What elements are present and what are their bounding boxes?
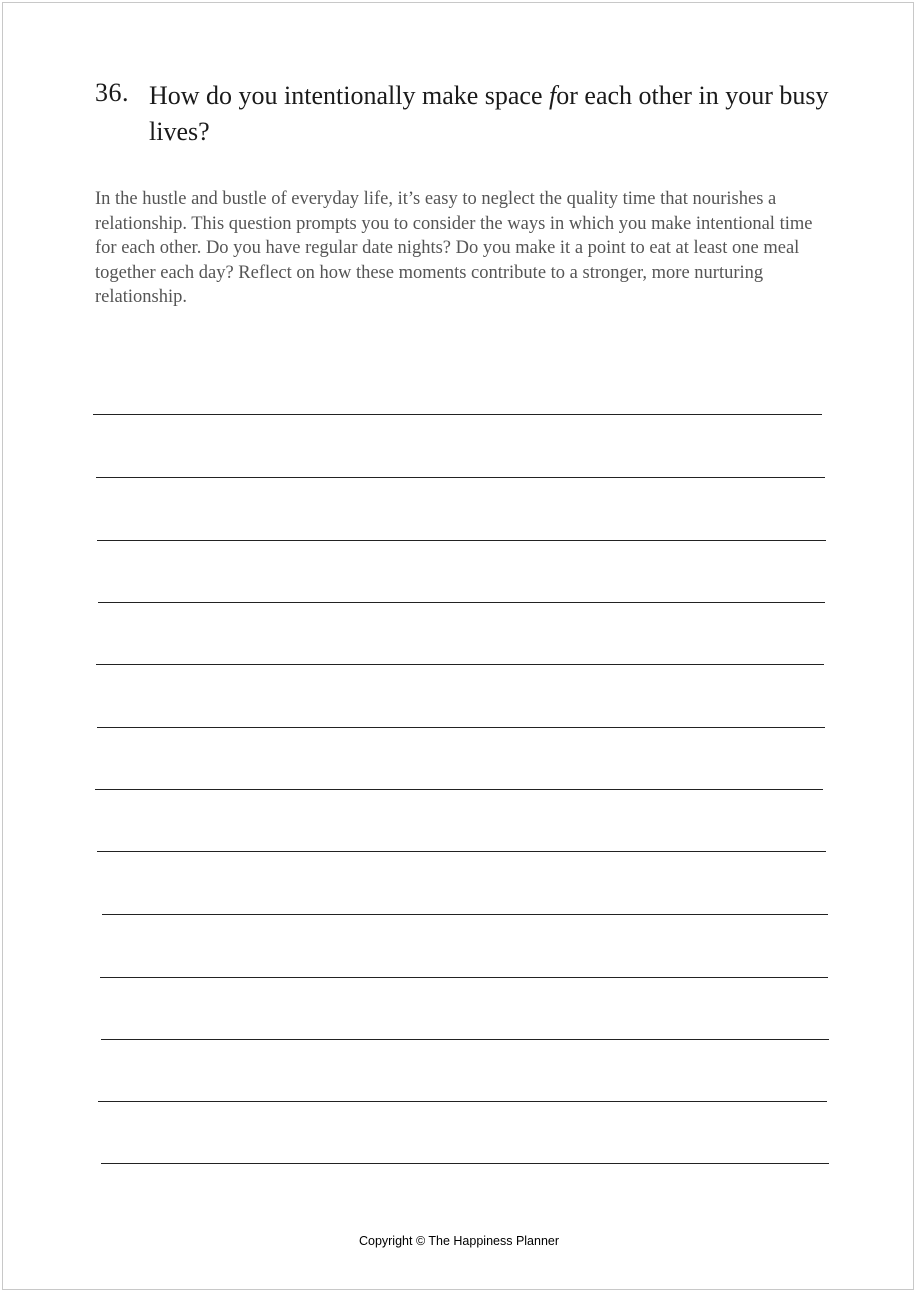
copyright-footer: Copyright © The Happiness Planner <box>358 1234 560 1248</box>
writing-line[interactable] <box>101 1163 829 1164</box>
writing-line[interactable] <box>96 477 825 478</box>
writing-line[interactable] <box>100 977 828 978</box>
writing-line[interactable] <box>102 914 828 915</box>
question-title-part-2: or each other in your busy lives? <box>149 81 829 146</box>
writing-line[interactable] <box>101 1039 829 1040</box>
question-title-part-1: How do you intentionally make space <box>149 81 550 110</box>
writing-line[interactable] <box>98 1101 827 1102</box>
writing-line[interactable] <box>98 602 825 603</box>
question-title-emphasis: f <box>549 81 557 110</box>
writing-line[interactable] <box>93 414 822 415</box>
writing-line[interactable] <box>96 664 824 665</box>
writing-line[interactable] <box>97 851 826 852</box>
question-description: In the hustle and bustle of everyday life, it’s easy to neglect the quality time that nourishes a relationship. This question prompts you to consider the ways in which you make intentional time for each other. Do you have regular date nights? Do you make it a point to eat at least one meal together each day? Reflect on how these moments contribute to a stronger, more nurturing relationship. <box>95 189 813 308</box>
writing-line[interactable] <box>97 727 825 728</box>
question-number: 36. <box>95 78 129 107</box>
writing-line[interactable] <box>95 789 823 790</box>
writing-line[interactable] <box>97 540 826 541</box>
